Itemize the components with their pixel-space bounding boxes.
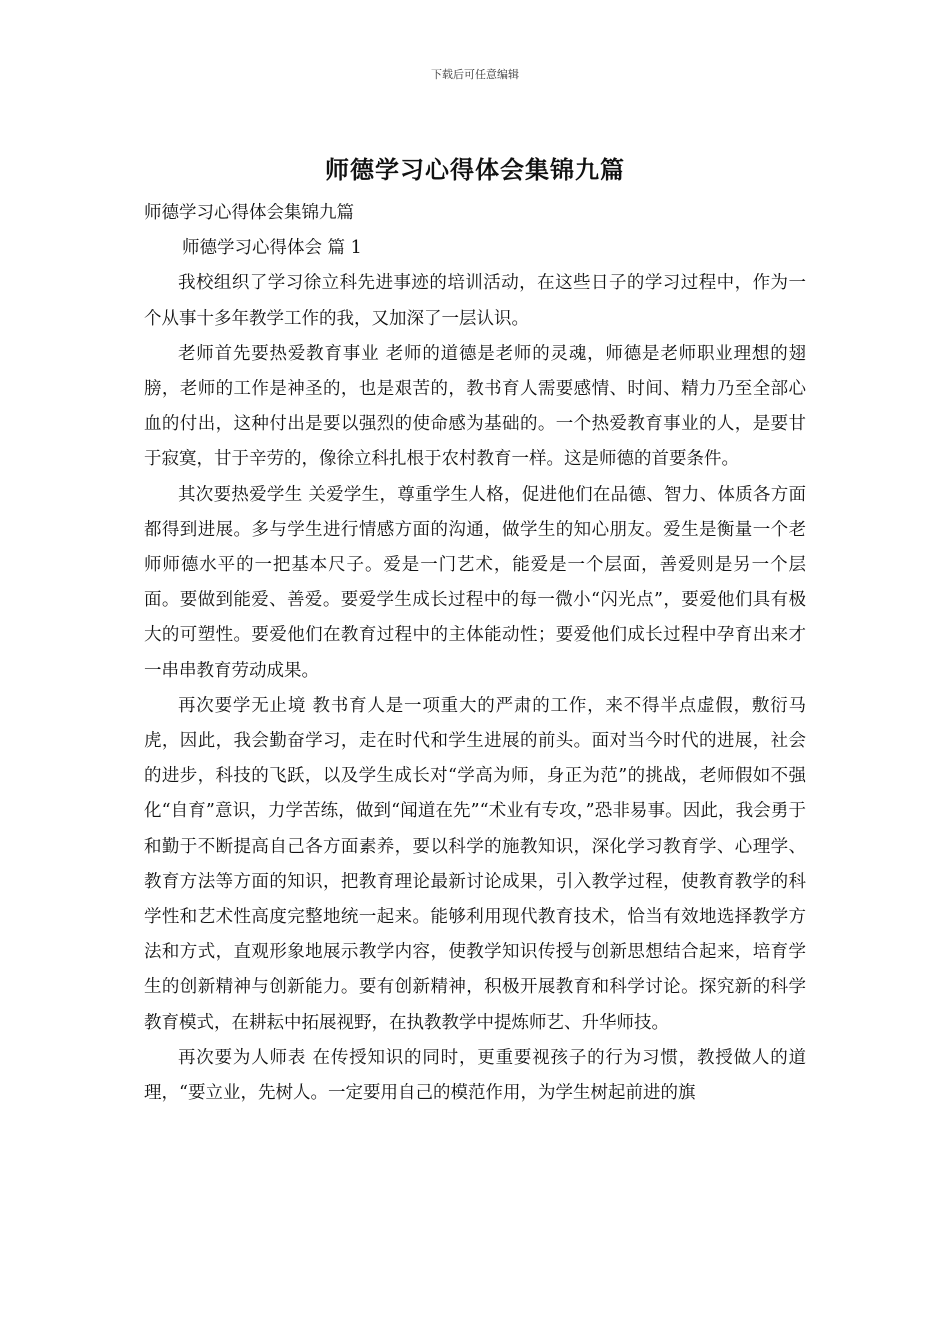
paragraph-role-model: 再次要为人师表 在传授知识的同时，更重要视孩子的行为习惯，教授做人的道理，“要立业，先树人。一定要用自己的模范作用，为学生树起前进的旗	[144, 1047, 806, 1104]
paragraph-love-students: 其次要热爱学生 关爱学生，尊重学生人格，促进他们在品德、智力、体质各方面都得到进展。多与学生进行情感方面的沟通，做学生的知心朋友。爱生是衡量一个老师师德水平的一把基本尺子。爱是一门艺术，能爱是一个层面，善爱则是另一个层面。要做到能爱、善爱。要爱学生成长过程中的每一微小“闪光点”，要爱他们具有极大的可塑性。要爱他们在教育过程中的主体能动性；要爱他们成长过程中孕育出来才一串串教育劳动成果。	[144, 484, 806, 681]
page-header-note: 下载后可任意编辑	[431, 68, 519, 81]
document-title: 师德学习心得体会集锦九篇	[325, 155, 625, 184]
paragraph-intro: 我校组织了学习徐立科先进事迹的培训活动，在这些日子的学习过程中，作为一个从事十多年教学工作的我，又加深了一层认识。	[144, 273, 806, 329]
paragraph-lifelong-learning: 再次要学无止境 教书育人是一项重大的严肃的工作，来不得半点虚假，敷衍马虎，因此，我会勤奋学习，走在时代和学生进展的前头。面对当今时代的进展，社会的进步，科技的飞跃，以及学生成长对“学高为师，身正为范”的挑战，老师假如不强化“自育”意识，力学苦练，做到“闻道在先”“术业有专攻，”恐非易事。因此，我会勇于和勤于不断提高自己各方面素养，要以科学的施教知识，深化学习教育学、心理学、教育方法等方面的知识，把教育理论最新讨论成果，引入教学过程，使教育教学的科学性和艺术性高度完整地统一起来。能够利用现代教育技术，恰当有效地选择教学方法和方式，直观形象地展示教学内容，使教学知识传授与创新思想结合起来，培育学生的创新精神与创新能力。要有创新精神，积极开展教育和科学讨论。探究新的科学教育模式，在耕耘中拓展视野，在执教教学中提炼师艺、升华师技。	[144, 695, 806, 1033]
document-subtitle: 师德学习心得体会集锦九篇	[144, 203, 354, 223]
section-heading: 师德学习心得体会 篇 1	[182, 238, 362, 259]
paragraph-love-education: 老师首先要热爱教育事业 老师的道德是老师的灵魂，师德是老师职业理想的翅膀，老师的工作是神圣的，也是艰苦的，教书育人需要感情、时间、精力乃至全部心血的付出，这种付出是要以强烈的使命感为基础的。一个热爱教育事业的人，是要甘于寂寞，甘于辛劳的，像徐立科扎根于农村教育一样。这是师德的首要条件。	[144, 343, 806, 470]
document-body	[144, 196, 806, 1111]
